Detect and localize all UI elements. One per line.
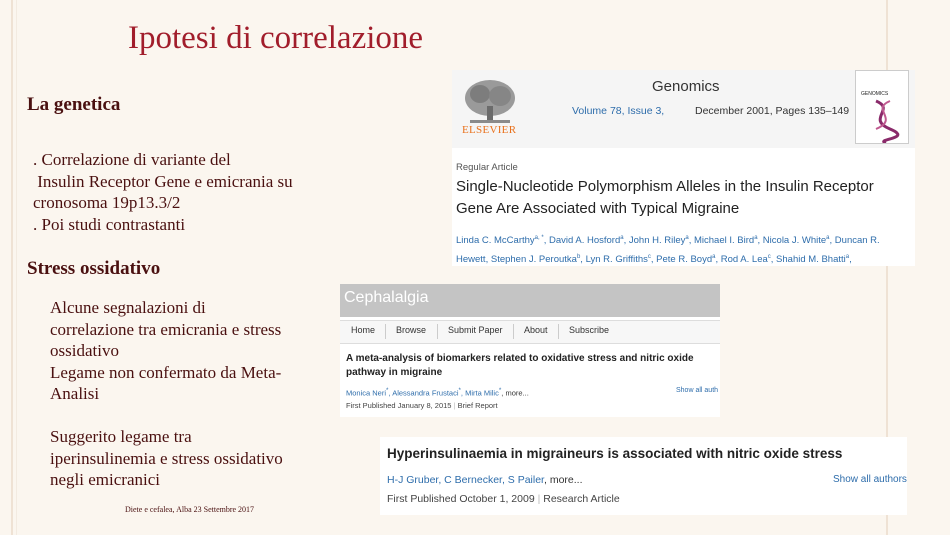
heading-genetica: La genetica: [27, 94, 121, 115]
genomics-title-line: Single-Nucleotide Polymorphism Alleles in the Insulin Receptor: [456, 178, 874, 195]
ceph-title-line: pathway in migraine: [346, 367, 443, 378]
nav-submit-paper[interactable]: Submit Paper: [448, 325, 503, 335]
genetica-line: cronosoma 19p13.3/2: [33, 193, 181, 212]
author-link[interactable]: , Lyn R. Griffiths: [580, 254, 648, 266]
hyper-publication-info: [387, 493, 620, 505]
stress-text-b: [50, 426, 283, 491]
genetica-line: . Correlazione di variante del: [33, 150, 231, 169]
separator: |: [537, 493, 541, 505]
nav-divider: [437, 324, 438, 339]
cephalalgia-journal-title[interactable]: Cephalalgia: [344, 289, 429, 306]
author-sup: a: [685, 235, 689, 241]
slide-footer: Diete e cefalea, Alba 23 Settembre 2017: [125, 505, 255, 514]
more-authors-link[interactable]: , more...: [501, 388, 529, 398]
nav-home[interactable]: Home: [351, 325, 376, 335]
author-link[interactable]: Monica Neri: [346, 388, 387, 398]
stress-line: correlazione tra emicrania e stress: [50, 319, 282, 339]
elsevier-wordmark: ELSEVIER: [462, 124, 517, 136]
genetica-line: Insulin Receptor Gene e emicrania su: [33, 171, 293, 191]
slide-border-left: [11, 0, 13, 535]
nav-divider: [558, 324, 559, 339]
genomics-authors-line: [456, 230, 880, 249]
genomics-title-line: Gene Are Associated with Typical Migraine: [456, 200, 740, 217]
genomics-volume-link[interactable]: Volume 78, Issue 3,: [572, 105, 665, 117]
dna-helix-icon: [856, 71, 908, 143]
published-date: First Published January 8, 2015: [346, 401, 452, 410]
nav-divider: [385, 324, 386, 339]
genetica-text: [33, 149, 293, 235]
genomics-volume-details: December 2001, Pages 135–149: [695, 105, 850, 117]
author-sup: c: [647, 254, 651, 261]
author-link[interactable]: , Pete R. Boyd: [650, 254, 713, 266]
author-sup: a: [826, 235, 830, 241]
author-link[interactable]: , Michael I. Bird: [688, 235, 755, 247]
nav-about[interactable]: About: [524, 325, 548, 335]
author-sup: *: [498, 387, 502, 394]
genomics-authors[interactable]: [456, 230, 880, 266]
cephalalgia-authors: [346, 387, 529, 398]
author-sep: ,: [849, 254, 852, 266]
more-authors-link[interactable]: , more...: [543, 474, 583, 486]
genomics-authors-line: [456, 249, 880, 266]
author-link[interactable]: , Stephen J. Peroutka: [485, 254, 577, 266]
slide-title: Ipotesi di correlazione: [128, 20, 424, 56]
author-link[interactable]: , Rod A. Lea: [715, 254, 768, 266]
author-sup: a: [712, 254, 716, 261]
genomics-cover-image[interactable]: [855, 70, 909, 144]
genetica-line: . Poi studi contrastanti: [33, 214, 186, 234]
author-sup: a: [845, 254, 850, 261]
stress-text-a: [50, 297, 281, 405]
stress-line: negli emicranici: [50, 470, 160, 489]
nav-browse[interactable]: Browse: [396, 325, 427, 335]
author-sup: a: [754, 235, 758, 241]
author-link[interactable]: , David A. Hosford: [543, 235, 621, 247]
stress-line: ossidativo: [50, 341, 119, 360]
stress-line: Alcune segnalazioni di: [50, 298, 206, 317]
cephalalgia-article-title[interactable]: [346, 352, 694, 380]
slide-border-left-inner: [16, 0, 17, 535]
genomics-header: [452, 70, 915, 148]
author-link[interactable]: , John H. Riley: [623, 235, 686, 247]
hyperinsulinaemia-article-card: [380, 437, 907, 515]
cephalalgia-article-card: [340, 284, 720, 417]
stress-line: Analisi: [50, 384, 100, 403]
author-sup: a: [620, 235, 624, 241]
hyper-article-title[interactable]: Hyperinsulinaemia in migraineurs is associated with nitric oxide stress: [387, 446, 843, 461]
author-link[interactable]: , Nicola J. White: [757, 235, 827, 247]
cephalalgia-publication-info: [346, 401, 498, 410]
show-all-authors-link[interactable]: Show all authors: [833, 474, 907, 485]
stress-line: Suggerito legame tra: [50, 427, 192, 446]
genomics-journal-title[interactable]: Genomics: [652, 78, 720, 95]
published-date: First Published October 1, 2009: [387, 493, 535, 505]
author-link[interactable]: Linda C. McCarthy: [456, 235, 535, 247]
genomics-article-title[interactable]: [456, 176, 874, 220]
author-link[interactable]: , Mirta Milic: [460, 388, 499, 398]
author-sup: *: [458, 387, 461, 394]
cephalalgia-header: [340, 284, 720, 317]
heading-stress: Stress ossidativo: [27, 258, 161, 279]
genomics-article-type: Regular Article: [456, 162, 518, 173]
stress-line: Legame non confermato da Meta-: [50, 362, 282, 382]
author-link[interactable]: , Duncan R.: [829, 235, 880, 247]
author-link[interactable]: , Shahid M. Bhatti: [770, 254, 846, 266]
nav-subscribe[interactable]: Subscribe: [569, 325, 610, 335]
author-link[interactable]: , Alessandra Frustaci: [388, 388, 459, 398]
article-type: Brief Report: [457, 401, 498, 410]
author-sup: c: [767, 254, 771, 261]
stress-line: iperinsulinemia e stress ossidativo: [50, 448, 283, 468]
author-link[interactable]: Hewett: [456, 254, 486, 266]
genomics-article-card: [452, 70, 915, 266]
hyper-authors: [387, 474, 583, 486]
show-all-authors-link[interactable]: Show all auth: [676, 387, 719, 394]
author-link[interactable]: H-J Gruber, C Bernecker, S Pailer: [387, 474, 544, 486]
author-sup: a, *: [534, 235, 544, 241]
author-sup: b: [576, 254, 581, 261]
cover-label: GENOMICS: [861, 91, 889, 97]
cephalalgia-nav: [340, 320, 720, 344]
nav-divider: [513, 324, 514, 339]
article-type: Research Article: [543, 493, 620, 505]
separator: |: [453, 401, 456, 410]
ceph-title-line: A meta-analysis of biomarkers related to oxidative stress and nitric oxide: [346, 353, 694, 364]
author-sup: *: [386, 387, 389, 394]
